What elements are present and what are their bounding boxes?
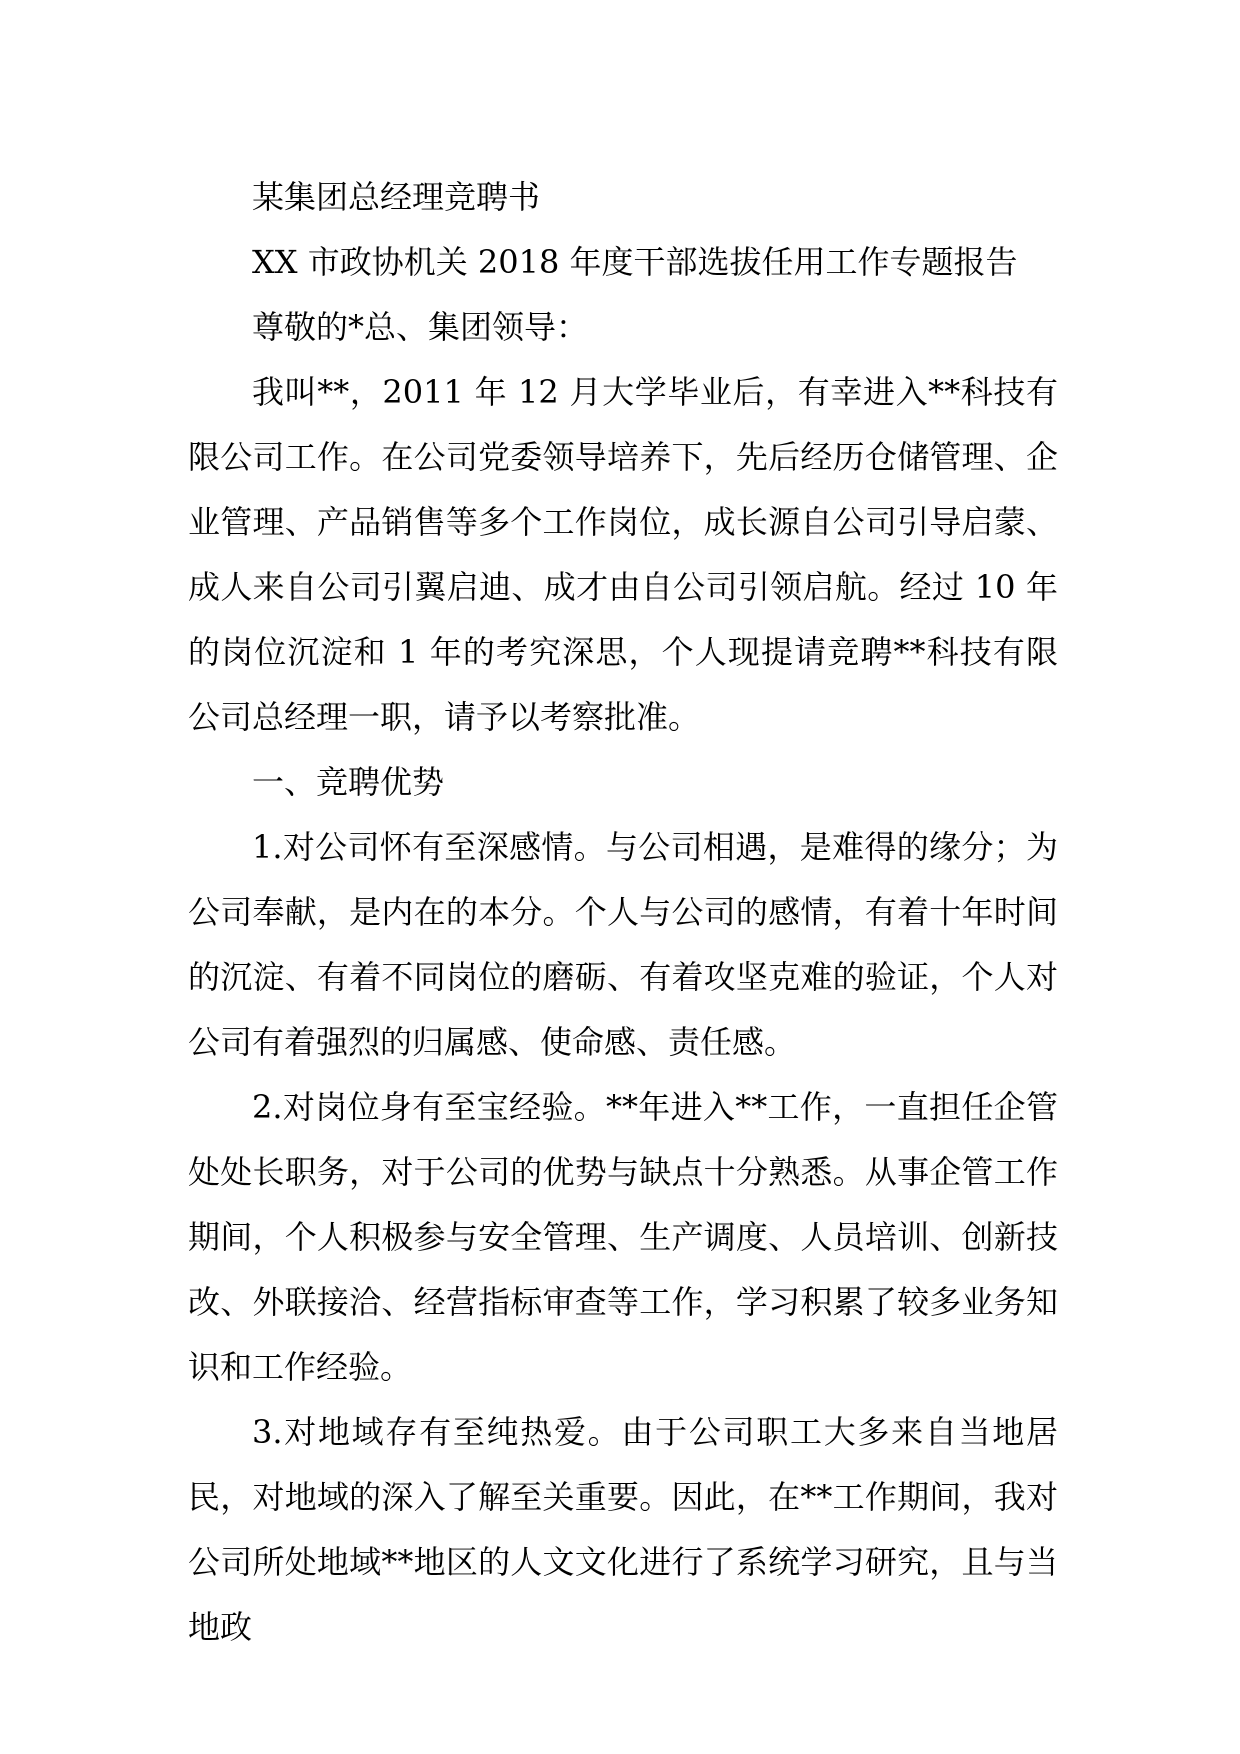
intro-paragraph: 我叫**，2011 年 12 月大学毕业后，有幸进入**科技有限公司工作。在公司党委领导培养下，先后经历仓储管理、企业管理、产品销售等多个工作岗位，成长源自公司引导启蒙、成人来自公司引翼启迪、成才由自公司引领启航。经过 10 年的岗位沉淀和 1 年的考究深思，个人现提请竞聘**科技有限公司总经理一职，请予以考察批准。 xyxy=(188,373,1058,736)
document-title: 某集团总经理竞聘书 xyxy=(252,178,541,216)
advantage-paragraph-3: 3.对地域存有至纯热爱。由于公司职工大多来自当地居民，对地域的深入了解至关重要。因此，在**工作期间，我对公司所处地域**地区的人文文化进行了系统学习研究，且与当地政 xyxy=(188,1413,1058,1646)
document-subtitle: XX 市政协机关 2018 年度干部选拔任用工作专题报告 xyxy=(252,243,1018,281)
advantage-paragraph-2: 2.对岗位身有至宝经验。**年进入**工作，一直担任企管处处长职务，对于公司的优势与缺点十分熟悉。从事企管工作期间，个人积极参与安全管理、生产调度、人员培训、创新技改、外联接洽、经营指标审查等工作，学习积累了较多业务知识和工作经验。 xyxy=(188,1088,1058,1386)
advantage-paragraph-1: 1.对公司怀有至深感情。与公司相遇，是难得的缘分；为公司奉献，是内在的本分。个人与公司的感情，有着十年时间的沉淀、有着不同岗位的磨砺、有着攻坚克难的验证，个人对公司有着强烈的归属感、使命感、责任感。 xyxy=(188,828,1058,1061)
section-heading: 一、竞聘优势 xyxy=(252,763,445,801)
salutation: 尊敬的*总、集团领导： xyxy=(252,308,589,346)
